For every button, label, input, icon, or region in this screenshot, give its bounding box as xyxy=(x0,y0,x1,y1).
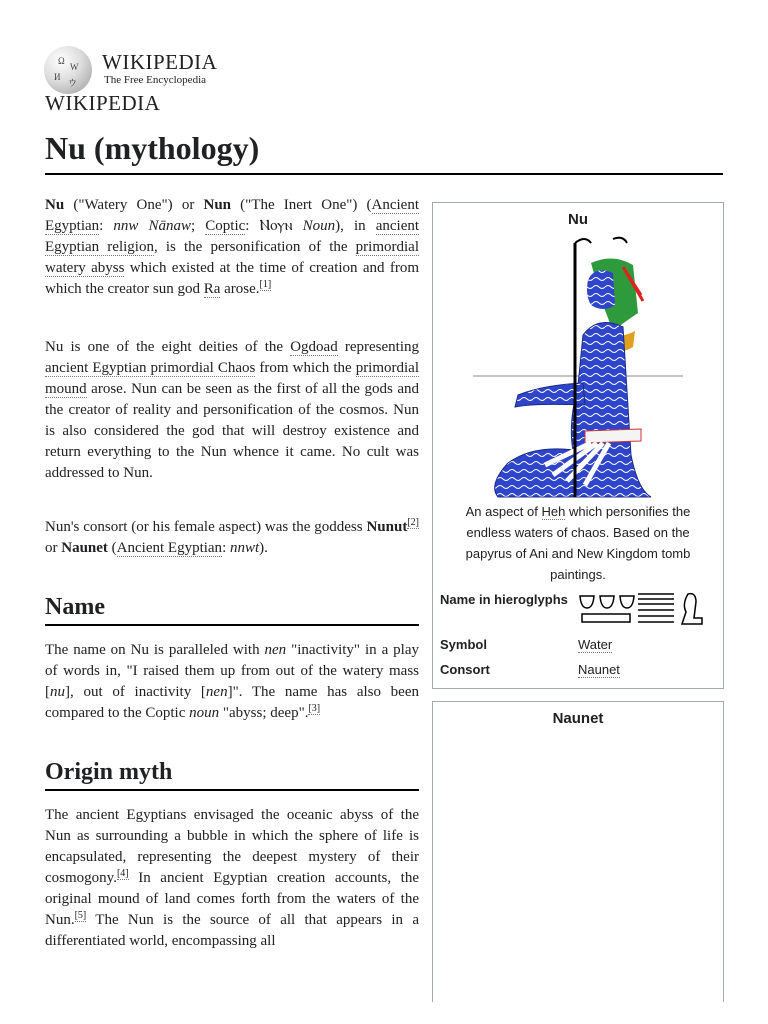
text: arose. Nun can be seen as the first of all the gods and the creator of reality and personification of the cosmos. Nun is also considered the god that will destroy existence and return everything to the Nun whence it came. No cult was addressed to Nun. xyxy=(45,381,419,481)
consort-value-link[interactable]: Naunet xyxy=(578,662,620,677)
symbol-label: Symbol xyxy=(440,637,487,652)
text xyxy=(293,218,303,234)
text: : xyxy=(222,540,230,556)
text: Nu is one of the eight deities of the xyxy=(45,339,291,355)
section-divider xyxy=(45,789,419,791)
text: "inactivity" in a play of words in, "I raised them up from out of the watery mass [ xyxy=(45,642,419,700)
name-paragraph xyxy=(45,640,419,724)
citation-3[interactable]: [3] xyxy=(308,703,321,714)
intro-paragraph-1 xyxy=(45,195,419,300)
transliteration: Noun xyxy=(302,218,336,234)
link-primordial-chaos[interactable]: ancient Egyptian primordial Chaos xyxy=(45,360,256,376)
page-title: Nu (mythology) xyxy=(45,130,260,166)
link-primordial-mound[interactable]: primordial mound xyxy=(45,360,420,397)
transliteration: nnw Nānaw xyxy=(113,218,192,234)
section-heading-name: Name xyxy=(45,594,105,620)
italic-term: nen xyxy=(264,642,287,658)
bold-term: Nu xyxy=(45,197,65,213)
citation-1[interactable]: [1] xyxy=(259,279,272,290)
text: The ancient Egyptians envisaged the oceanic abyss of the Nun as surrounding a bubble in which the sphere of life is encapsulated, representing the deepest mystery of their cosmogony. xyxy=(45,807,419,886)
text: "abyss; deep". xyxy=(219,705,309,721)
link-heh[interactable]: Heh xyxy=(541,504,566,519)
link-ancient-egyptian-religion[interactable]: ancient Egyptian religion xyxy=(45,218,420,255)
citation-2[interactable]: [2] xyxy=(407,517,419,528)
citation-5[interactable]: [5] xyxy=(74,910,87,921)
origin-paragraph xyxy=(45,805,419,952)
link-ra[interactable]: Ra xyxy=(203,281,221,297)
bold-term: Nun xyxy=(203,197,232,213)
text: , is the personification of the xyxy=(153,239,356,255)
link-ancient-egyptian[interactable]: Ancient Egyptian xyxy=(116,540,223,556)
kilt xyxy=(585,429,641,443)
text: which personifies the endless waters of chaos. Based on the papyrus of Ani and New Kingdom tomb paintings. xyxy=(465,504,691,582)
citation-4[interactable]: [4] xyxy=(116,868,129,879)
text: The name on Nu is paralleled with xyxy=(45,642,265,658)
text: The Nun is the source of all that appears in a differentiated world, encompassing all xyxy=(45,912,419,949)
text: or xyxy=(45,540,62,556)
link-coptic[interactable]: Coptic xyxy=(205,218,246,234)
text: which existed at the time of creation and from which the creator sun god xyxy=(45,260,419,297)
text: : xyxy=(99,218,114,234)
link-ogdoad[interactable]: Ogdoad xyxy=(290,339,338,355)
section-divider xyxy=(45,624,419,626)
bold-term: Naunet xyxy=(61,540,108,556)
text: ), in xyxy=(335,218,376,234)
text: Nun's consort (or his female aspect) was the goddess xyxy=(45,519,367,535)
text: An aspect of xyxy=(465,504,542,519)
infobox-title: Nu xyxy=(568,211,588,228)
text: ( xyxy=(107,540,117,556)
text: In ancient Egyptian creation accounts, the original mound of land comes forth from the waters of the Nun. xyxy=(45,870,419,928)
wikipedia-wordmark-secondary[interactable]: WIKIPEDIA xyxy=(45,91,161,115)
hieroglyphs-label[interactable]: Name in hieroglyphs xyxy=(440,592,568,607)
text: ("Watery One") or xyxy=(64,197,204,213)
bold-term: Nunut xyxy=(366,519,408,535)
text: ). xyxy=(259,540,268,556)
title-divider xyxy=(45,173,723,175)
infobox-nu xyxy=(432,202,724,689)
staff-hook xyxy=(575,239,591,243)
text: ]". The name has also been compared to the Coptic xyxy=(45,684,420,721)
infobox-caption xyxy=(453,501,703,585)
text: ], out of inactivity [ xyxy=(65,684,206,700)
infobox-title: Naunet xyxy=(552,710,604,727)
intro-paragraph-2 xyxy=(45,337,419,484)
nu-deity-illustration[interactable] xyxy=(473,235,683,503)
wikipedia-globe-logo[interactable]: Ω W И ウ xyxy=(44,46,92,94)
consort-label: Consort xyxy=(440,662,490,677)
italic-term: nen xyxy=(205,684,228,700)
italic-term: nu xyxy=(50,684,65,700)
text: representing xyxy=(337,339,419,355)
transliteration: nnwt xyxy=(229,540,260,556)
head xyxy=(587,270,615,309)
italic-term: noun xyxy=(189,705,220,721)
text: arose. xyxy=(220,281,260,297)
text: : xyxy=(245,218,260,234)
symbol-value-link[interactable]: Water xyxy=(578,637,613,652)
intro-paragraph-3 xyxy=(45,517,419,559)
text: from which the xyxy=(255,360,356,376)
coptic-script: Ⲛⲟⲩⲛ xyxy=(259,218,293,234)
link-primordial-watery-abyss[interactable]: primordial watery abyss xyxy=(45,239,419,276)
wikipedia-tagline: The Free Encyclopedia xyxy=(104,74,207,86)
link-ancient-egyptian[interactable]: Ancient Egyptian xyxy=(45,197,419,234)
text: ; xyxy=(191,218,206,234)
text: ("The Inert One") ( xyxy=(231,197,372,213)
wikipedia-wordmark[interactable]: WIKIPEDIA xyxy=(102,50,218,74)
section-heading-origin-myth: Origin myth xyxy=(45,759,173,785)
headdress-staff-hook xyxy=(613,238,627,243)
hieroglyphs-icon xyxy=(578,590,708,630)
infobox-naunet xyxy=(432,701,724,1002)
